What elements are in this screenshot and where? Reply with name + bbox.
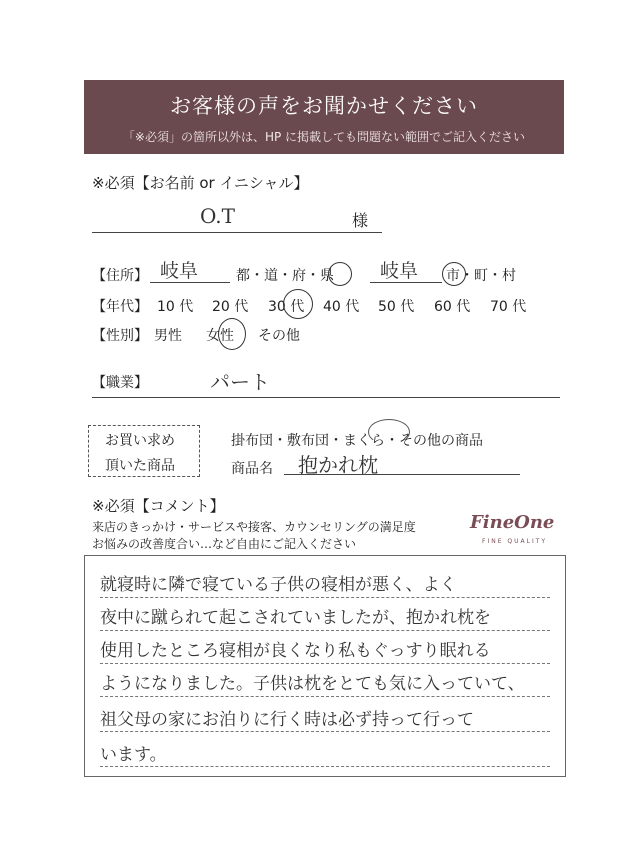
product-box-line2: 頂いた商品 (105, 458, 175, 474)
category-selected-circle (368, 419, 410, 445)
age-option-50: 50 代 (378, 299, 415, 315)
comment-line-3: 使用したところ寝相が良くなり私もぐっすり眠れる (100, 641, 491, 661)
prefecture-circle (328, 262, 352, 286)
comment-ruled-line (100, 630, 550, 631)
gender-option-male: 男性 (154, 328, 182, 344)
gender-selected-circle (218, 318, 246, 350)
age-option-70: 70 代 (490, 299, 527, 315)
comment-line-5: 祖父母の家にお泊りに行く時は必ず持って行って (100, 710, 474, 730)
comment-ruled-line (100, 731, 550, 732)
comment-line-1: 就寝時に隣で寝ている子供の寝相が悪く、よく (100, 575, 457, 595)
comment-label: ※必須【コメント】 (92, 497, 225, 515)
comment-desc-1: 来店のきっかけ・サービスや接客、カウンセリングの満足度 (92, 520, 416, 534)
city-options: 市・町・村 (446, 268, 516, 284)
form-header (84, 80, 564, 154)
product-name-underline (284, 474, 520, 475)
age-selected-circle (283, 289, 313, 319)
form-note: 「※必須」の箇所以外は、HP に掲載しても問題ない範囲でご記入ください (122, 130, 526, 144)
name-value: O.T (200, 204, 235, 228)
comment-ruled-line (100, 696, 550, 697)
age-option-20: 20 代 (212, 299, 249, 315)
comment-ruled-line (100, 766, 550, 767)
gender-label: 【性別】 (92, 328, 148, 344)
prefecture-underline (150, 282, 230, 283)
city-circle (442, 262, 466, 286)
prefecture-value: 岐阜 (160, 260, 199, 282)
product-name-label: 商品名 (231, 461, 273, 477)
age-option-30: 30 代 (268, 299, 305, 315)
age-label: 【年代】 (92, 299, 148, 315)
name-underline (92, 232, 382, 233)
comment-line-4: ようになりました。子供は枕をとても気に入っていて、 (100, 674, 525, 694)
comment-ruled-line (100, 597, 550, 598)
comment-desc-2: お悩みの改善度合い…など自由にご記入ください (92, 537, 357, 551)
fineone-logo: FineOne (470, 512, 555, 533)
city-underline (370, 282, 442, 283)
product-box-line1: お買い求め (105, 433, 175, 449)
name-suffix: 様 (352, 211, 369, 230)
address-label: 【住所】 (92, 268, 148, 284)
product-categories: 掛布団・敷布団・まくら・その他の商品 (231, 433, 483, 449)
prefecture-options: 都・道・府・県 (236, 268, 334, 284)
gender-option-female: 女性 (206, 328, 234, 344)
city-value: 岐阜 (380, 260, 419, 282)
age-option-10: 10 代 (157, 299, 194, 315)
age-option-60: 60 代 (434, 299, 471, 315)
age-option-40: 40 代 (323, 299, 360, 315)
job-underline (92, 397, 560, 398)
comment-line-2: 夜中に蹴られて起こされていましたが、抱かれ枕を (100, 608, 491, 628)
job-label: 【職業】 (92, 375, 148, 391)
gender-option-other: その他 (258, 328, 300, 344)
fineone-tagline: FINE QUALITY (482, 538, 548, 545)
form-title: お客様の声をお聞かせください (170, 94, 478, 118)
comment-line-6: います。 (100, 745, 167, 765)
job-value: パート (210, 370, 270, 394)
name-label: ※必須【お名前 or イニシャル】 (92, 174, 309, 192)
product-name-value: 抱かれ枕 (298, 453, 378, 477)
comment-ruled-line (100, 663, 550, 664)
